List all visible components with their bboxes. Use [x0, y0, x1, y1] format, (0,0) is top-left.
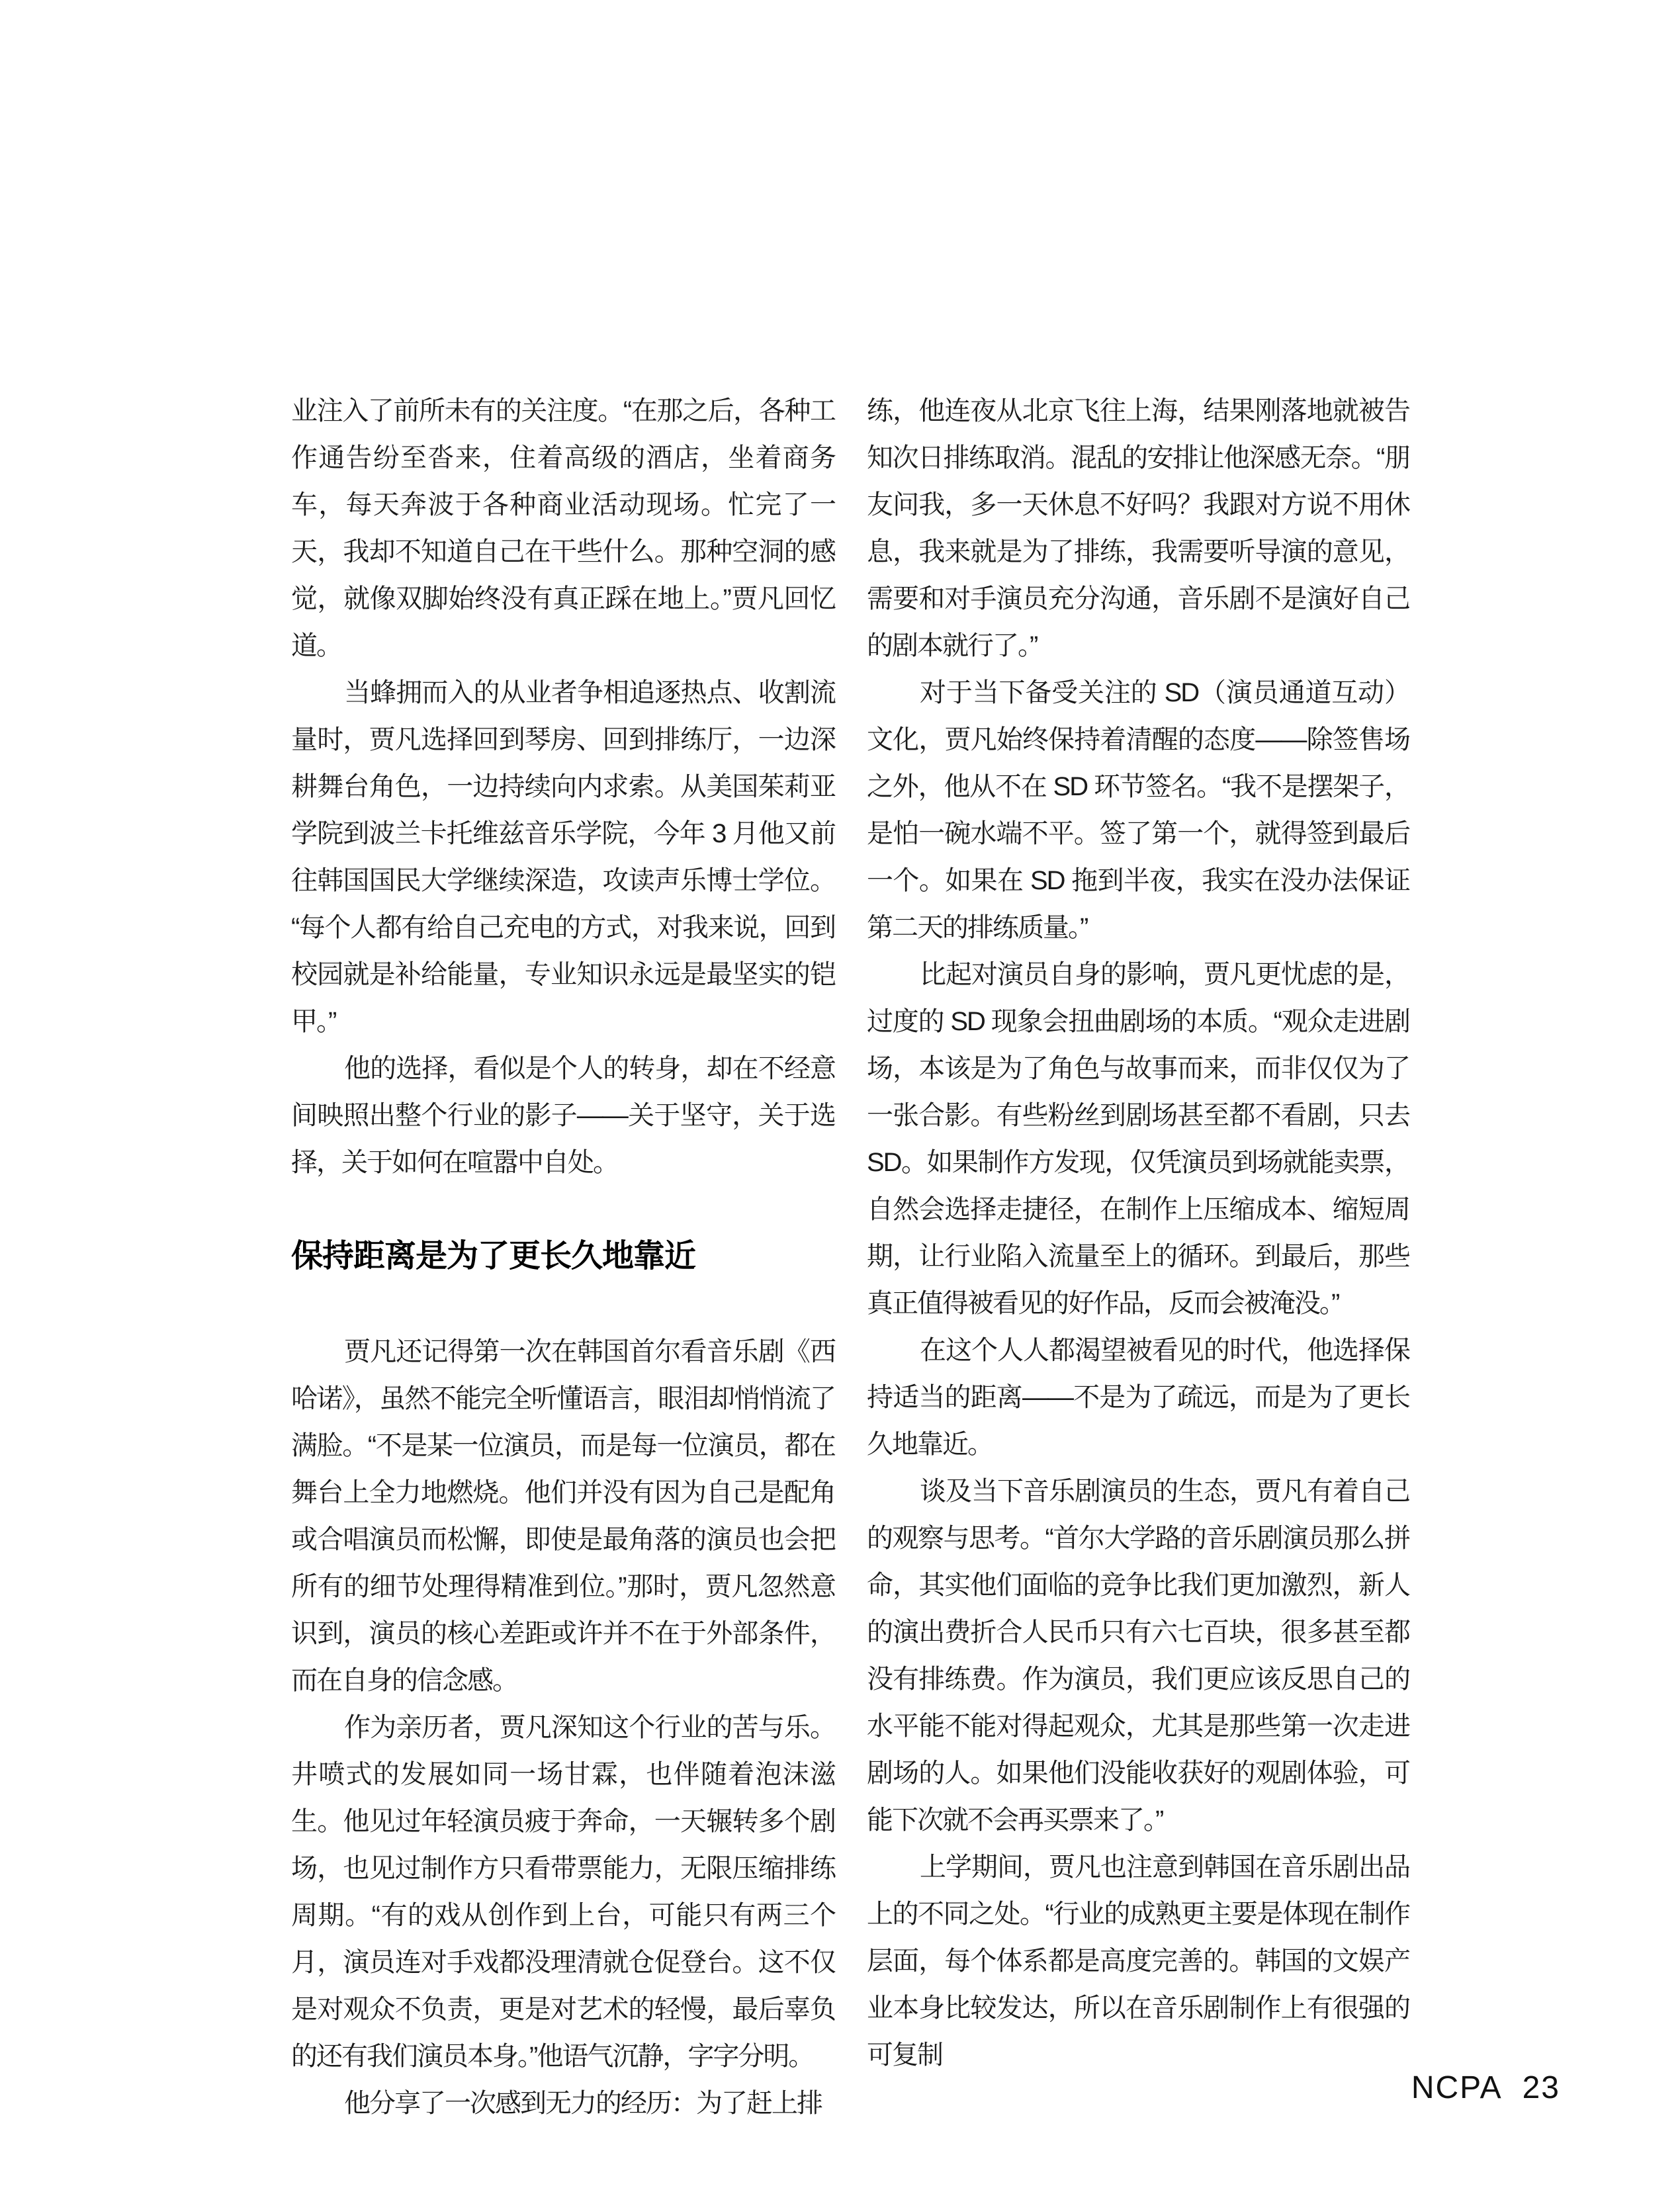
right-column: [867, 388, 1409, 2079]
page-footer: [1411, 2070, 1560, 2106]
left-column: [291, 388, 835, 2127]
paragraph: 他的选择，看似是个人的转身，却在不经意间映照出整个行业的影子——关于坚守，关于选择，关于如何在喧嚣中自处。: [291, 1054, 835, 1177]
paragraph: 对于当下备受关注的 SD（演员通道互动）文化，贾凡始终保持着清醒的态度——除签售场之外，他从不在 SD 环节签名。“我不是摆架子，是怕一碗水端不平。签了第一个，就得签到最后一个。如果在 SD 拖到半夜，我实在没办法保证第二天的排练质量。”: [867, 678, 1409, 942]
section-heading: 保持距离是为了更长久地靠近: [291, 1239, 696, 1274]
paragraph: 在这个人人都渴望被看见的时代，他选择保持适当的距离——不是为了疏远，而是为了更长久地靠近。: [867, 1336, 1409, 1459]
paragraph: 比起对演员自身的影响，贾凡更忧虑的是，过度的 SD 现象会扭曲剧场的本质。“观众走进剧场，本该是为了角色与故事而来，而非仅仅为了一张合影。有些粉丝到剧场甚至都不看剧，只去 SD。如果制作方发现，仅凭演员到场就能卖票，自然会选择走捷径，在制作上压缩成本、缩短周期，让行业陷入流量至上的循环。到最后，那些真正值得被看见的好作品，反而会被淹没。”: [867, 960, 1409, 1318]
paragraph: 他分享了一次感到无力的经历：为了赶上排: [344, 2089, 822, 2118]
paragraph: 当蜂拥而入的从业者争相追逐热点、收割流量时，贾凡选择回到琴房、回到排练厅，一边深耕舞台角色，一边持续向内求索。从美国茱莉亚学院到波兰卡托维兹音乐学院，今年 3 月他又前往韩国国民大学继续深造，攻读声乐博士学位。“每个人都有给自己充电的方式，对我来说，回到校园就是补给能量，专业知识永远是最坚实的铠甲。”: [291, 678, 835, 1036]
paragraph: 贾凡还记得第一次在韩国首尔看音乐剧《西哈诺》，虽然不能完全听懂语言，眼泪却悄悄流了满脸。“不是某一位演员，而是每一位演员，都在舞台上全力地燃烧。他们并没有因为自己是配角或合唱演员而松懈，即使是最角落的演员也会把所有的细节处理得精准到位。”那时，贾凡忽然意识到，演员的核心差距或许并不在于外部条件，而在自身的信念感。: [291, 1337, 835, 1695]
paragraph: 上学期间，贾凡也注意到韩国在音乐剧出品上的不同之处。“行业的成熟更主要是体现在制作层面，每个体系都是高度完善的。韩国的文娱产业本身比较发达，所以在音乐剧制作上有很强的可复制: [867, 1853, 1409, 2070]
page-number: 23: [1522, 2070, 1560, 2105]
journal-name: NCPA: [1411, 2070, 1503, 2105]
paragraph: 练，他连夜从北京飞往上海，结果刚落地就被告知次日排练取消。混乱的安排让他深感无奈。“朋友问我，多一天休息不好吗？我跟对方说不用休息，我来就是为了排练，我需要听导演的意见，需要和对手演员充分沟通，音乐剧不是演好自己的剧本就行了。”: [867, 396, 1409, 660]
paragraph: 谈及当下音乐剧演员的生态，贾凡有着自己的观察与思考。“首尔大学路的音乐剧演员那么拼命，其实他们面临的竞争比我们更加激烈，新人的演出费折合人民币只有六七百块，很多甚至都没有排练费。作为演员，我们更应该反思自己的水平能不能对得起观众，尤其是那些第一次走进剧场的人。如果他们没能收获好的观剧体验，可能下次就不会再买票来了。”: [867, 1477, 1409, 1835]
paragraph: 作为亲历者，贾凡深知这个行业的苦与乐。井喷式的发展如同一场甘霖，也伴随着泡沫滋生。他见过年轻演员疲于奔命，一天辗转多个剧场，也见过制作方只看带票能力，无限压缩排练周期。“有的戏从创作到上台，可能只有两三个月，演员连对手戏都没理清就仓促登台。这不仅是对观众不负责，更是对艺术的轻慢，最后辜负的还有我们演员本身。”他语气沉静，字字分明。: [291, 1713, 835, 2071]
paragraph: 业注入了前所未有的关注度。“在那之后，各种工作通告纷至沓来，住着高级的酒店，坐着商务车，每天奔波于各种商业活动现场。忙完了一天，我却不知道自己在干些什么。那种空洞的感觉，就像双脚始终没有真正踩在地上。”贾凡回忆道。: [291, 396, 835, 660]
